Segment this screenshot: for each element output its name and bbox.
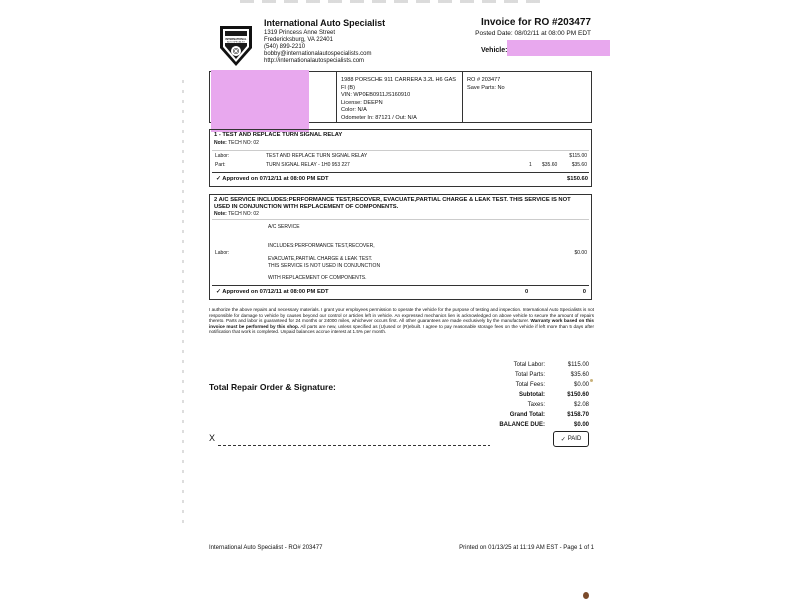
total-fees-label: Total Fees: xyxy=(515,382,545,388)
scan-speck xyxy=(590,379,593,382)
row-divider xyxy=(212,172,589,173)
subtotal-value: $150.60 xyxy=(567,392,589,398)
part-quantity: 1 xyxy=(529,162,532,168)
subtotal-label: Subtotal: xyxy=(519,392,545,398)
invoice-title: Invoice for RO #203477 xyxy=(480,17,591,28)
vehicle-license: License: DEEPN xyxy=(341,99,383,106)
service-2-approved-amount: 0 xyxy=(525,289,529,295)
labor-label: Labor: xyxy=(215,250,230,256)
row-divider xyxy=(212,285,589,286)
company-phone: (540) 899-2210 xyxy=(264,44,306,50)
service-1-approved: ✓ Approved on 07/12/11 at 08:00 PM EDT xyxy=(216,176,329,182)
part-label: Part: xyxy=(215,162,226,168)
scan-artifact-top xyxy=(240,0,540,3)
taxes-value: $2.08 xyxy=(573,402,589,408)
grand-total-value: $158.70 xyxy=(567,412,589,418)
labor-amount: $0.00 xyxy=(574,250,587,256)
check-icon: ✓ xyxy=(560,436,566,443)
paid-label: PAID xyxy=(567,436,582,442)
save-parts: Save Parts: No xyxy=(467,84,505,91)
ro-details xyxy=(467,77,505,92)
signature-x-mark: X xyxy=(209,433,216,443)
note-value: TECH NO: 02 xyxy=(228,140,259,146)
row-divider xyxy=(212,219,589,220)
vehicle-color: Color: N/A xyxy=(341,107,367,114)
box-divider xyxy=(462,71,463,123)
authorization-body: I authorize the above repairs and necessary materials. I grant your employees permission to operate the vehicle for the purpose of testing and inspection. International Auto Specialists is not responsible for damage to vehicle by causes beyond our control or articles left in vehicle. An expressed mechanics lien is acknowledged on above vehicle to secure the amount of repairs thereto. Parts and labor is guaranteed for 24 months or 24000 miles, whichever occurs first. All other guarantees are made exclusively by the manufacturer. xyxy=(209,307,594,323)
service-2-title: 2 A/C SERVICE INCLUDES:PERFORMANCE TEST,RECOVER, EVACUATE,PARTIAL CHARGE & LEAK TEST. THIS SERVICE IS NOT USED IN CONJUNCTION WITH REPLACEMENT OF COMPONENTS. xyxy=(214,197,571,210)
posted-date: Posted Date: 08/02/11 at 08:00 PM EDT xyxy=(475,30,591,37)
total-parts-label: Total Parts: xyxy=(514,372,545,378)
redaction-customer xyxy=(211,70,309,132)
scan-speck xyxy=(583,592,589,599)
labor-line: WITH REPLACEMENT OF COMPONENTS. xyxy=(268,275,367,281)
note-label: Note: xyxy=(214,211,227,217)
company-website[interactable]: http://internationalautospecialists.com xyxy=(264,58,365,64)
signature-title: Total Repair Order & Signature: xyxy=(209,382,336,392)
redaction-vehicle xyxy=(507,40,610,56)
grand-total-label: Grand Total: xyxy=(509,412,545,418)
labor-line: EVACUATE,PARTIAL CHARGE & LEAK TEST. xyxy=(268,256,373,262)
balance-due-label: BALANCE DUE: xyxy=(499,422,545,428)
service-1-total: $150.60 xyxy=(567,176,588,182)
vehicle-vin: VIN: WP0EB0911JS160910 xyxy=(341,92,411,99)
total-labor-label: Total Labor: xyxy=(513,362,545,368)
service-2-total: 0 xyxy=(582,289,586,295)
labor-line: A/C SERVICE xyxy=(268,224,300,230)
vehicle-odometer: Odometer In: 87121 / Out: N/A xyxy=(341,114,417,121)
company-logo-icon xyxy=(216,22,256,68)
authorization-text xyxy=(209,307,594,335)
authorization-warranty: Warranty work based on this invoice must be performed by this shop. xyxy=(209,318,594,329)
part-total: $35.60 xyxy=(571,162,587,168)
total-labor-value: $115.00 xyxy=(567,362,589,368)
note-value: TECH NO: 02 xyxy=(228,211,259,217)
labor-line: INCLUDES:PERFORMANCE TEST,RECOVER, xyxy=(268,243,375,249)
paid-badge xyxy=(553,431,589,447)
service-1-title: 1 - TEST AND REPLACE TURN SIGNAL RELAY xyxy=(214,132,343,138)
vehicle-description: 1988 PORSCHE 911 CARRERA 3.2L H6 GAS FI (B) xyxy=(341,77,457,91)
company-name: International Auto Specialist xyxy=(264,18,386,28)
ro-number: RO # 203477 xyxy=(467,77,501,83)
vehicle-details xyxy=(341,77,459,123)
labor-description: TEST AND REPLACE TURN SIGNAL RELAY xyxy=(266,153,368,159)
service-1-note xyxy=(214,140,259,146)
company-address-line1: 1319 Princess Anne Street xyxy=(264,30,336,36)
balance-due-value: $0.00 xyxy=(573,422,589,428)
scan-artifact-left-edge xyxy=(182,80,184,530)
box-divider xyxy=(336,71,337,123)
labor-line: THIS SERVICE IS NOT USED IN CONJUNCTION xyxy=(268,263,381,269)
vehicle-label: Vehicle: xyxy=(481,47,508,54)
row-divider xyxy=(212,150,589,151)
footer-shop-ro: International Auto Specialist - RO# 203477 xyxy=(209,545,323,551)
svg-text:INTERNATIONAL: INTERNATIONAL xyxy=(225,38,247,41)
labor-label: Labor: xyxy=(215,153,230,159)
service-2-note xyxy=(214,211,259,217)
part-description: TURN SIGNAL RELAY - 1H0 953 227 xyxy=(266,162,350,168)
part-price: $35.60 xyxy=(542,162,558,168)
company-address-line2: Fredericksburg, VA 22401 xyxy=(264,37,333,43)
svg-text:AUTO SPECIALIST: AUTO SPECIALIST xyxy=(227,41,245,44)
total-fees-value: $0.00 xyxy=(573,382,589,388)
taxes-label: Taxes: xyxy=(527,402,545,408)
service-2-approved: ✓ Approved on 07/12/11 at 08:00 PM EDT xyxy=(216,289,329,295)
labor-amount: $115.00 xyxy=(569,153,587,159)
total-parts-value: $35.60 xyxy=(570,372,589,378)
note-label: Note: xyxy=(214,140,227,146)
footer-printed: Printed on 01/13/25 at 11:19 AM EST - Page 1 of 1 xyxy=(459,545,594,551)
authorization-terms: All parts are new, unless specified as (U)used or (R)ebuilt. I agree to pay reasonable storage fees on the vehicle if left more than 5 days after notification that work is completed. Unpaid balances accrue interest at 1.5% per month. xyxy=(209,323,594,334)
signature-line[interactable] xyxy=(218,445,490,446)
company-email[interactable]: bobby@internationalautospecialists.com xyxy=(264,51,372,57)
